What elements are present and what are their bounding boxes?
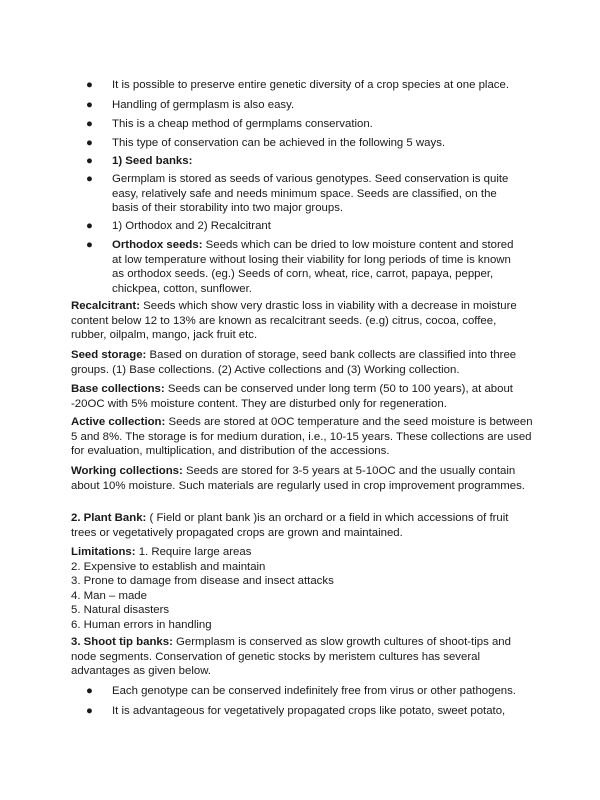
term-label: 2. Plant Bank: [71,512,147,524]
limitation-item: 3. Prone to damage from disease and insect attacks [71,575,334,588]
paragraph-working-collections [71,464,533,493]
term-body: Seeds can be conserved under long term (50 to 100 years), at about -20OC with 5% moisture content. They are disturbed only for regeneration. [71,383,513,410]
bullet-item [86,136,526,151]
term-label: Active collection: [71,416,166,428]
bullet-dot: ● [86,173,93,185]
bullet-dot: ● [86,118,93,130]
bullet-dot: ● [86,705,93,717]
term-body: Seeds which can be dried to low moisture content and stored at low temperature without losing their viability for long periods of time is known as orthodox seeds. (eg.) Seeds of corn, wheat, rice, carrot, papaya, pepper, chickpea, cotton, sunflower. [112,239,514,295]
bullet-item-heading [86,154,526,169]
bullet-text: Germplam is stored as seeds of various genotypes. Seed conservation is quite easy, relatively safe and needs minimum space. Seeds are classified, on the basis of their storability into two major groups. [112,173,509,215]
bullet-item [86,684,526,699]
paragraph-plant-bank [71,511,533,540]
bullet-dot: ● [86,685,93,697]
bullet-item [86,117,526,132]
paragraph-recalcitrant [71,299,533,343]
bullet-text [112,238,526,296]
limitation-item: 6. Human errors in handling [71,618,212,631]
paragraph-active-collection [71,415,533,459]
limitation-item: 5. Natural disasters [71,604,170,617]
bullet-dot: ● [86,155,93,167]
term-label: 3. Shoot tip banks: [71,636,173,648]
bullet-text: Each genotype can be conserved indefinitely free from virus or other pathogens. [112,685,516,697]
section-heading-seed-banks: 1) Seed banks: [112,155,193,167]
paragraph-base-collections [71,382,533,411]
bullet-item [86,238,526,296]
limitations-first-line [71,545,533,560]
bullet-text: This type of conservation can be achieved in the following 5 ways. [112,137,446,149]
term-label: Base collections: [71,383,165,395]
bullet-text: 1) Orthodox and 2) Recalcitrant [112,220,271,232]
bullet-item [86,704,526,719]
paragraph-seed-storage [71,348,533,377]
bullet-dot: ● [86,220,93,232]
term-body: Seeds which show very drastic loss in viability with a decrease in moisture content below 12 to 13% are known as recalcitrant seeds. (e.g) citrus, cocoa, coffee, rubber, oilpalm, mango, jack fruit etc. [71,300,517,342]
term-label: Recalcitrant: [71,300,141,312]
term-label: Seed storage: [71,349,147,361]
bullet-item [86,219,526,234]
term-body: Based on duration of storage, seed bank collects are classified into three groups. (1) Base collections. (2) Active collections and (3) Working collection. [71,349,517,376]
bullet-dot: ● [86,137,93,149]
limitation-item: 1. Require large areas [135,546,252,558]
term-body: Germplasm is conserved as slow growth cultures of shoot-tips and node segments. Conservation of genetic stocks by meristem cultures has several advantages as given below. [71,636,511,678]
bullet-dot: ● [86,79,93,91]
limitation-item: 2. Expensive to establish and maintain [71,560,266,573]
bullet-text: It is possible to preserve entire genetic diversity of a crop species at one place. [112,79,509,91]
term-label: Working collections: [71,465,183,477]
bullet-text: This is a cheap method of germplams conservation. [112,118,373,130]
bullet-item [86,98,526,113]
paragraph-shoot-tip-banks [71,635,533,679]
bullet-text: It is advantageous for vegetatively propagated crops like potato, sweet potato, [112,705,506,717]
bullet-dot: ● [86,239,93,251]
term-body: ( Field or plant bank )is an orchard or a field in which accessions of fruit trees or vegetatively propagated crops are grown and maintained. [71,512,509,539]
bullet-item [86,78,526,93]
term-label: Limitations: [71,546,136,558]
bullet-text: Handling of germplasm is also easy. [112,99,295,111]
bullet-dot: ● [86,99,93,111]
term-body: Seeds are stored for 3-5 years at 5-10OC and the usually contain about 10% moisture. Such materials are regularly used in crop improvement programmes. [71,465,525,492]
bullet-item [86,172,526,216]
limitations-list [71,545,533,633]
term-label: Orthodox seeds: [112,239,203,251]
limitation-item: 4. Man – made [71,589,147,602]
term-body: Seeds are stored at 0OC temperature and the seed moisture is between 5 and 8%. The storage is for medium duration, i.e., 10-15 years. These collections are used for evaluation, multiplication, and distribution of the accessions. [71,416,533,458]
